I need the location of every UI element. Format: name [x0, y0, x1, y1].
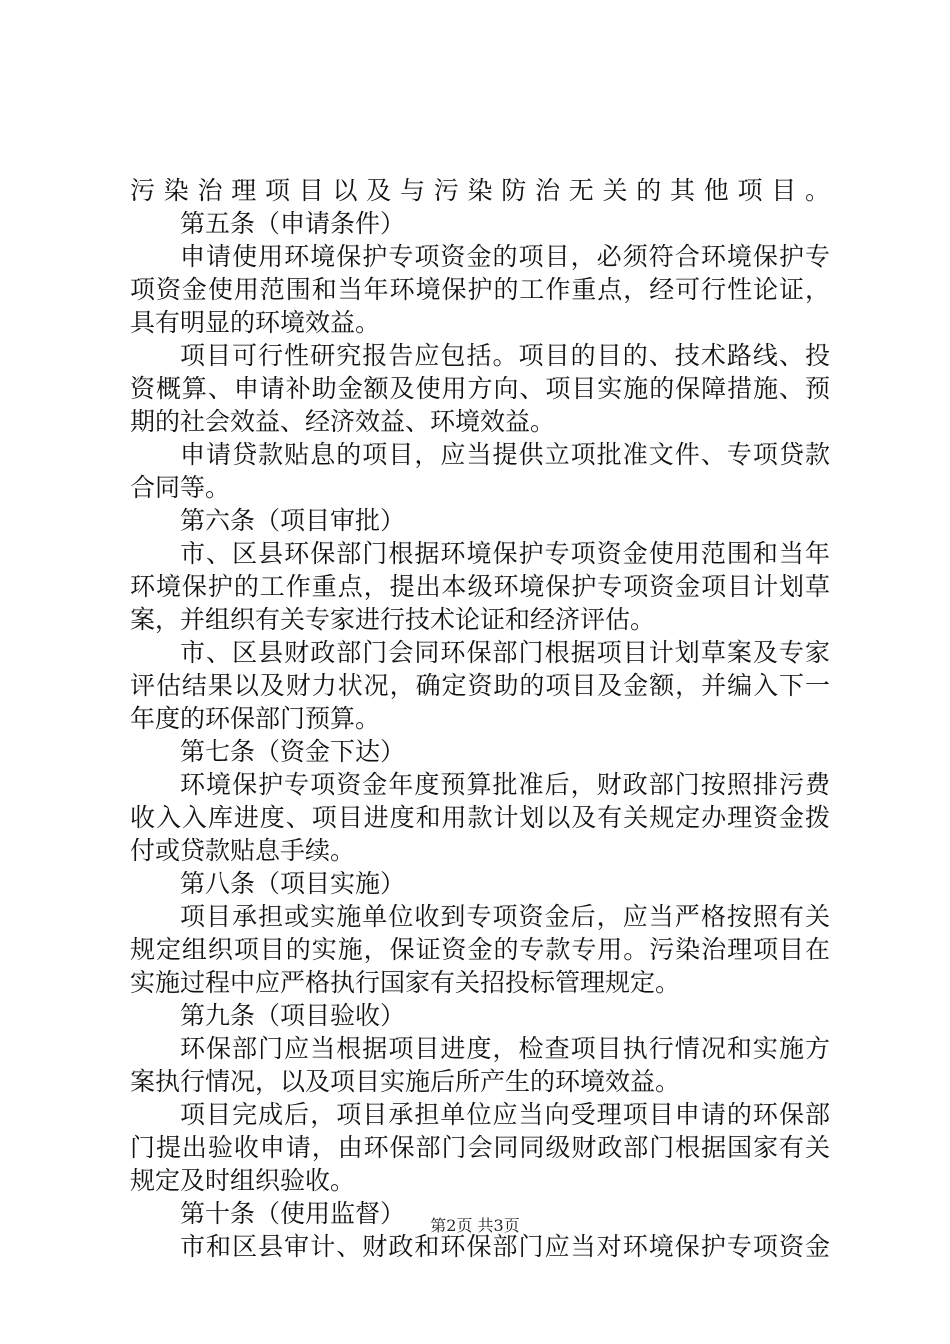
text-line: 申请贷款贴息的项目，应当提供立项批准文件、专项贷款 [180, 440, 830, 469]
text-line: 案执行情况，以及项目实施后所产生的环境效益。 [130, 1067, 681, 1096]
text-line: 环境保护的工作重点，提出本级环境保护专项资金项目计划草 [130, 572, 830, 601]
text-line: 环保部门应当根据项目进度，检查项目执行情况和实施方 [180, 1034, 830, 1063]
text-line: 规定组织项目的实施，保证资金的专款专用。污染治理项目在 [130, 935, 830, 964]
text-line: 合同等。 [130, 473, 231, 502]
section-heading: 第九条（项目验收） [180, 1001, 406, 1030]
text-line: 项目可行性研究报告应包括。项目的目的、技术路线、投 [180, 341, 830, 370]
text-line: 市、区县环保部门根据环境保护专项资金使用范围和当年 [180, 539, 830, 568]
text-line: 案，并组织有关专家进行技术论证和经济评估。 [130, 605, 656, 634]
text-line: 规定及时组织验收。 [130, 1166, 356, 1195]
document-body [130, 174, 830, 1263]
page-number-footer: 第2页 共3页 [430, 1216, 520, 1235]
text-line: 项目完成后，项目承担单位应当向受理项目申请的环保部 [180, 1100, 830, 1129]
text-line: 收入入库进度、项目进度和用款计划以及有关规定办理资金拨 [130, 803, 830, 832]
text-line: 环境保护专项资金年度预算批准后，财政部门按照排污费 [180, 770, 830, 799]
section-heading: 第五条（申请条件） [180, 209, 406, 238]
text-line: 评估结果以及财力状况，确定资助的项目及金额，并编入下一 [130, 671, 830, 700]
text-line: 实施过程中应严格执行国家有关招投标管理规定。 [130, 968, 681, 997]
text-line: 期的社会效益、经济效益、环境效益。 [130, 407, 556, 436]
text-line: 项目承担或实施单位收到专项资金后，应当严格按照有关 [180, 902, 830, 931]
section-heading: 第七条（资金下达） [180, 737, 406, 766]
text-line: 市、区县财政部门会同环保部门根据项目计划草案及专家 [180, 638, 830, 667]
text-line: 申请使用环境保护专项资金的项目，必须符合环境保护专 [180, 242, 830, 271]
text-line: 付或贷款贴息手续。 [130, 836, 356, 865]
section-heading: 第十条（使用监督） [180, 1199, 406, 1228]
text-line: 门提出验收申请，由环保部门会同同级财政部门根据国家有关 [130, 1133, 830, 1162]
text-line: 项资金使用范围和当年环境保护的工作重点，经可行性论证， [130, 275, 830, 304]
section-heading: 第六条（项目审批） [180, 506, 406, 535]
text-line: 污染治理项目以及与污染防治无关的其他项目。 [130, 176, 830, 205]
section-heading: 第八条（项目实施） [180, 869, 406, 898]
text-line: 市和区县审计、财政和环保部门应当对环境保护专项资金 [180, 1232, 830, 1261]
text-line: 资概算、申请补助金额及使用方向、项目实施的保障措施、预 [130, 374, 830, 403]
text-line: 具有明显的环境效益。 [130, 308, 381, 337]
text-line: 年度的环保部门预算。 [130, 704, 381, 733]
